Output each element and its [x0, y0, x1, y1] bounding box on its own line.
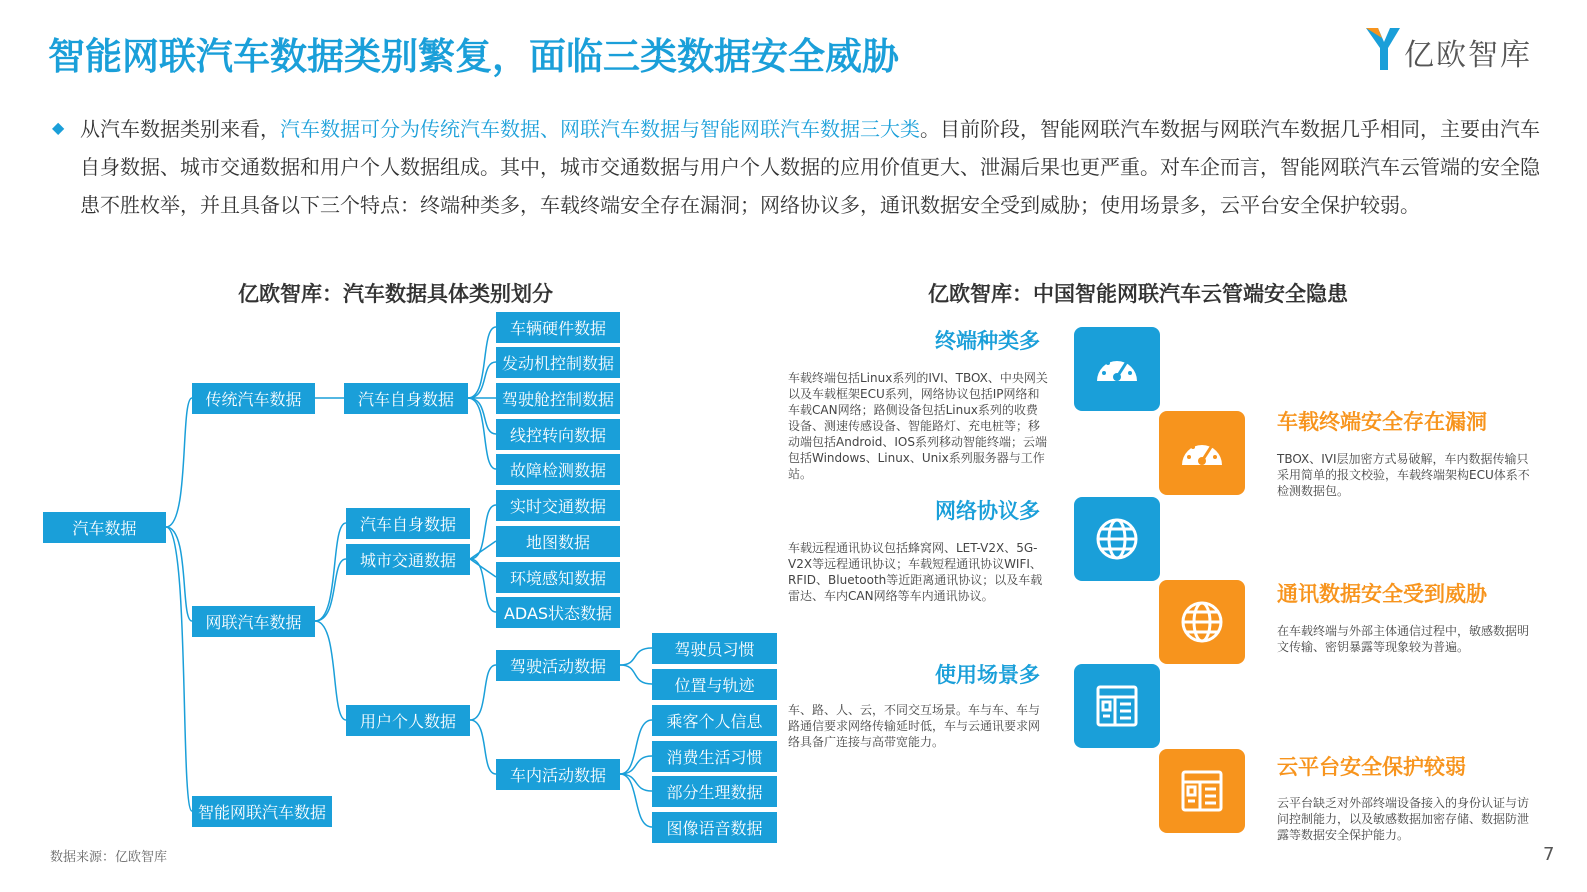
right-section-title: 亿欧智库：中国智能网联汽车云管端安全隐患	[928, 282, 1348, 306]
page-title: 智能网联汽车数据类别繁复，面临三类数据安全威胁	[48, 35, 899, 78]
dashboard-icon	[1074, 664, 1160, 748]
left-section-title: 亿欧智库：汽车数据具体类别划分	[238, 282, 553, 306]
tree-l2-own-data: 汽车自身数据	[344, 383, 468, 414]
tree-leaf: 位置与轨迹	[652, 669, 777, 700]
risk-title-comm: 通讯数据安全受到威胁	[1277, 582, 1487, 606]
category-title-terminals: 终端种类多	[935, 329, 1040, 353]
category-desc-protocols: 车载远程通讯协议包括蜂窝网、LET-V2X、5G-V2X等远程通讯协议；车载短程通讯协议WIFI、RFID、Bluetooth等近距离通讯协议；以及车载雷达、车内CAN网络等车内通讯协议。	[788, 541, 1043, 603]
globe-icon	[1159, 580, 1245, 664]
source-note: 数据来源：亿欧智库	[50, 850, 168, 865]
gauge-icon	[1159, 411, 1245, 495]
risk-desc-terminal: TBOX、IVI层加密方式易破解，车内数据传输只采用简单的报文校验，车载终端架构ECU体系不检测数据包。	[1277, 452, 1530, 498]
tree-l1-traditional: 传统汽车数据	[192, 383, 315, 414]
tree-l2-traffic: 城市交通数据	[346, 544, 470, 575]
tree-leaf: 环境感知数据	[496, 562, 620, 593]
tree-leaf: 发动机控制数据	[496, 347, 620, 378]
globe-icon	[1074, 497, 1160, 581]
tree-l1-connected: 网联汽车数据	[192, 606, 315, 637]
tree-leaf: ADAS状态数据	[496, 597, 620, 628]
tree-l3-cabin: 车内活动数据	[496, 759, 620, 790]
tree-leaf: 部分生理数据	[652, 776, 777, 807]
risk-title-terminal: 车载终端安全存在漏洞	[1277, 410, 1487, 434]
tree-leaf: 消费生活习惯	[652, 741, 777, 772]
tree-leaf: 驾驶员习惯	[652, 633, 777, 664]
tree-leaf: 地图数据	[496, 526, 620, 557]
tree-leaf: 乘客个人信息	[652, 705, 777, 736]
logo-text: 亿欧智库	[1404, 38, 1532, 73]
tree-l3-driving: 驾驶活动数据	[496, 650, 620, 681]
risk-title-cloud: 云平台安全保护较弱	[1277, 755, 1466, 779]
tree-leaf: 线控转向数据	[496, 419, 620, 450]
tree-l2-own-data-2: 汽车自身数据	[346, 508, 470, 539]
tree-leaf: 图像语音数据	[652, 812, 777, 843]
tree-root: 汽车数据	[43, 512, 166, 543]
intro-highlight: 汽车数据可分为传统汽车数据、网联汽车数据与智能网联汽车数据三大类	[280, 117, 920, 141]
bullet-diamond-icon: ◆	[52, 118, 65, 137]
intro-text-2: 。目前阶段，智能网联汽车数据与网联汽车数据几乎相同，主要由汽车自身数据、城市交通数据和用户个人数据组成。其中，城市交通数据与用户个人数据的应用价值更大、泄漏后果也更严重。对车企而言，智能网联汽车云管端的安全隐患不胜枚举，并且具备以下三个特点：终端种类多，车载终端安全存在漏洞；网络协议多，通讯数据安全受到威胁；使用场景多，云平台安全保护较弱。	[80, 117, 1540, 217]
dashboard-icon	[1159, 749, 1245, 833]
tree-l2-user: 用户个人数据	[346, 705, 470, 736]
category-title-scenarios: 使用场景多	[935, 663, 1040, 687]
category-desc-terminals: 车载终端包括Linux系列的IVI、TBOX、中央网关以及车载框架ECU系列，网络协议包括IP网络和车载CAN网络；路侧设备包括Linux系列的收费设备、测速传感设备、智能路灯、充电桩等；移动端包括Android、IOS系列移动智能终端；云端包括Windows、Linux、Unix系列服务器与工作站。	[788, 371, 1048, 481]
tree-l1-intelligent: 智能网联汽车数据	[192, 796, 332, 827]
category-title-protocols: 网络协议多	[935, 499, 1040, 523]
gauge-icon	[1074, 327, 1160, 411]
risk-desc-cloud: 云平台缺乏对外部终端设备接入的身份认证与访问控制能力，以及敏感数据加密存储、数据防泄露等数据安全保护能力。	[1277, 796, 1530, 842]
tree-leaf: 故障检测数据	[496, 454, 620, 485]
risk-desc-comm: 在车载终端与外部主体通信过程中，敏感数据明文传输、密钥暴露等现象较为普遍。	[1277, 624, 1530, 654]
tree-leaf: 驾驶舱控制数据	[496, 383, 620, 414]
page-number: 7	[1543, 844, 1555, 865]
tree-leaf: 车辆硬件数据	[496, 312, 620, 343]
category-desc-scenarios: 车、路、人、云，不同交互场景。车与车、车与路通信要求网络传输延时低，车与云通讯要求网络具备广连接与高带宽能力。	[788, 703, 1041, 749]
intro-text-1: 从汽车数据类别来看，	[80, 117, 280, 141]
tree-leaf: 实时交通数据	[496, 490, 620, 521]
